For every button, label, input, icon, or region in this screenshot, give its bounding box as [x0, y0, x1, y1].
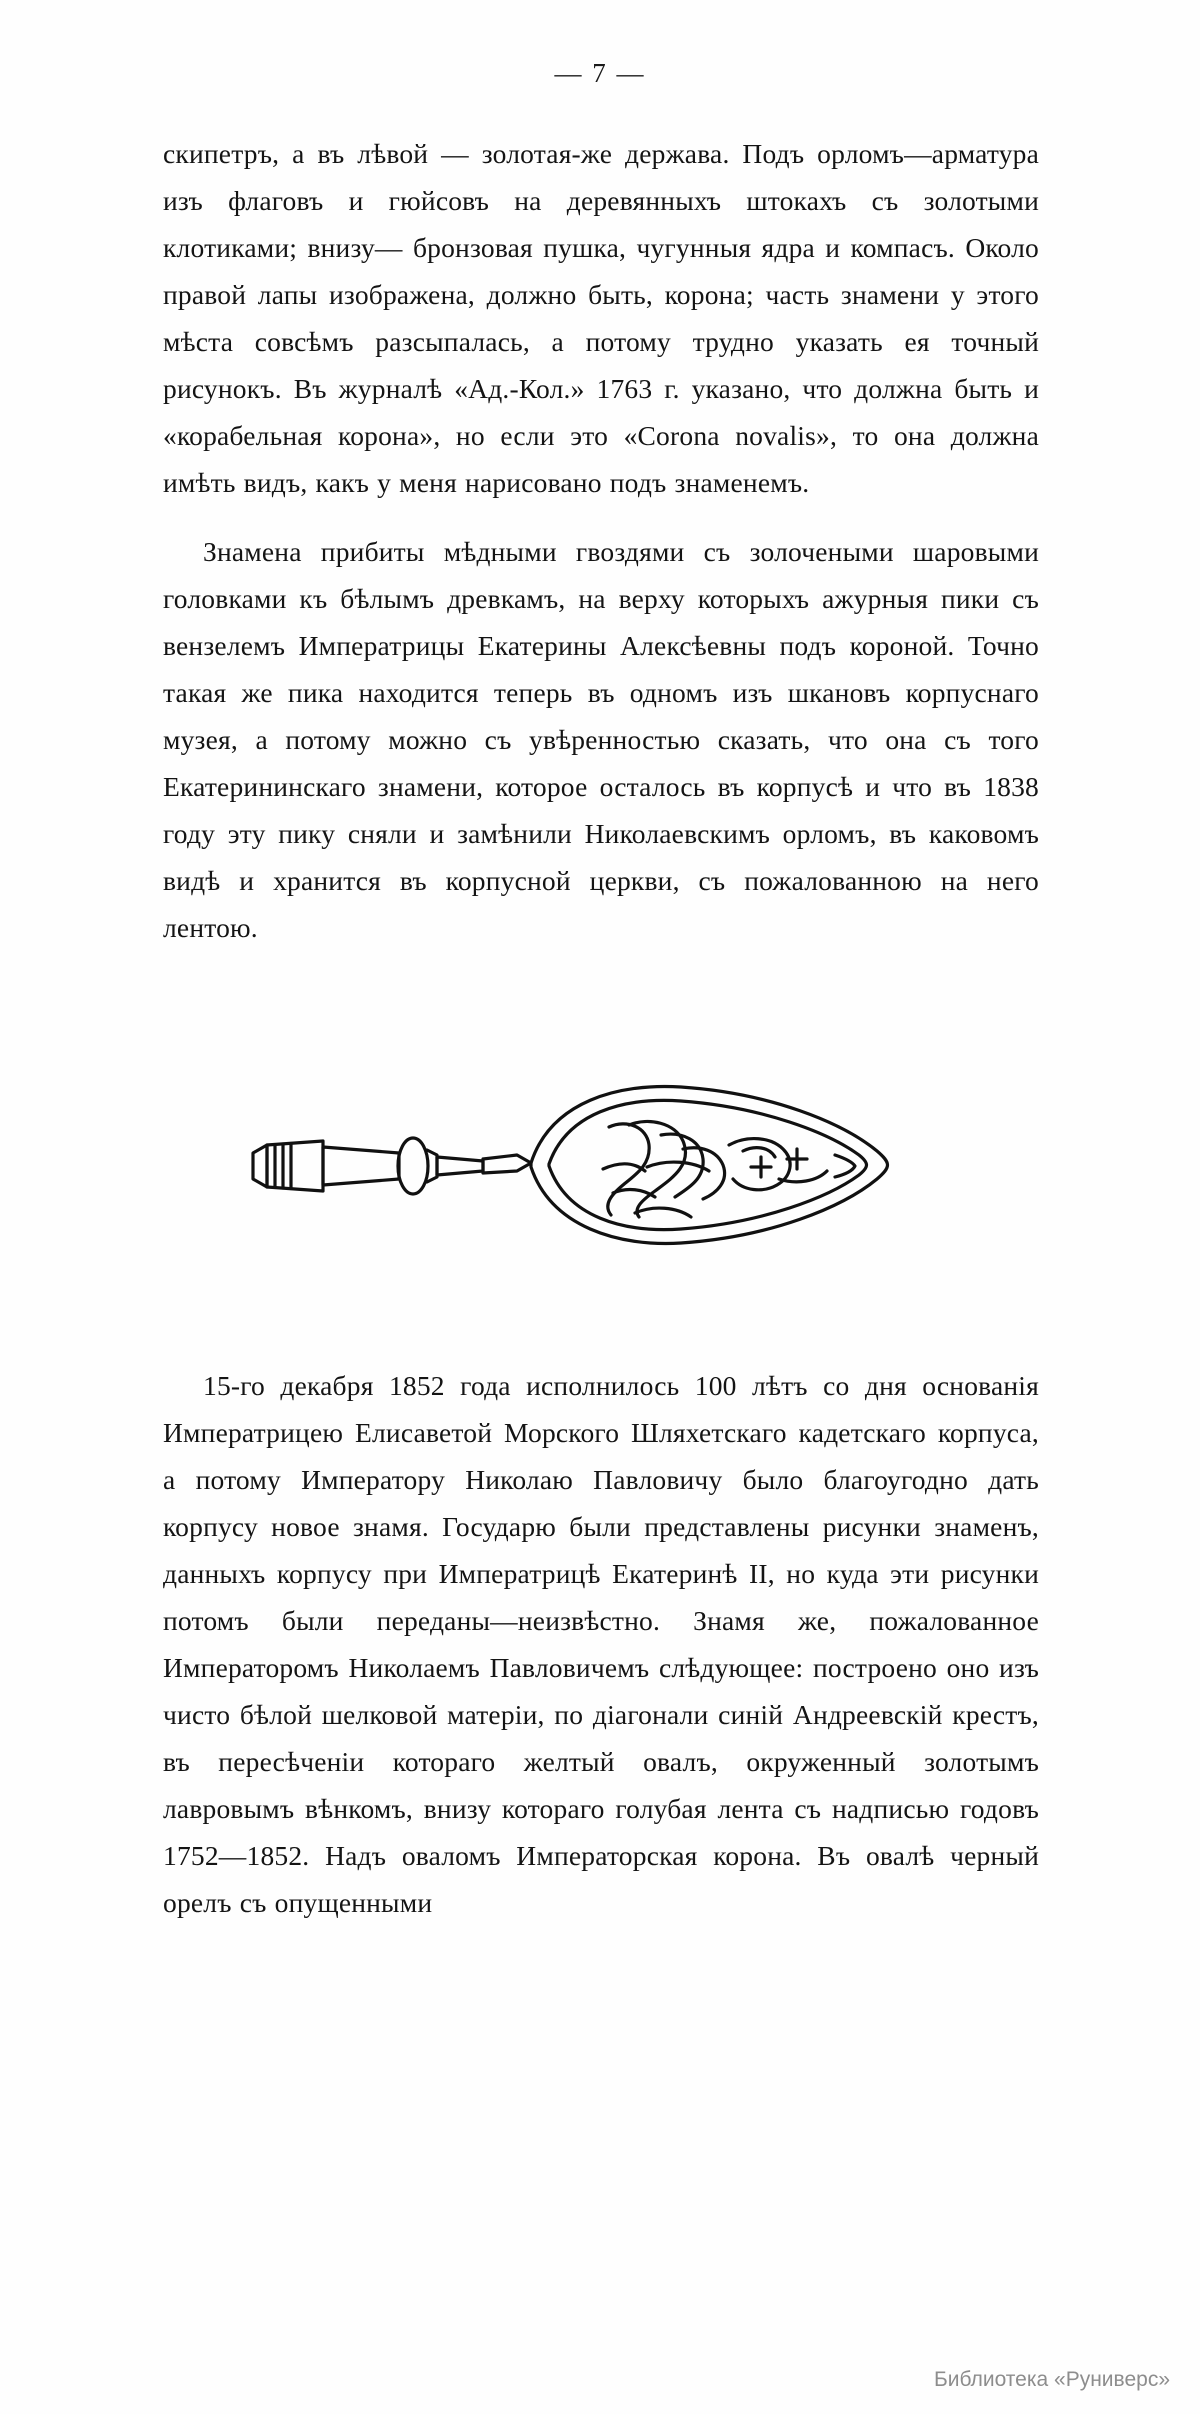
pike-finial-illustration [231, 1075, 971, 1290]
text-block-upper [163, 130, 1039, 951]
figure-pike-finial [163, 1075, 1039, 1315]
page-number: — 7 — [554, 58, 646, 88]
paragraph-2: Знамена прибиты мѣдными гвоздями съ золочеными шаровыми головками къ бѣлымъ древкамъ, на верху которыхъ ажурныя пики съ вензелемъ Императрицы Екатерины Алексѣевны подъ короной. Точно такая же пика находится теперь въ одномъ изъ шкановъ корпуснаго музея, а потому можно съ увѣренностью сказать, что она съ того Екатерининскаго знамени, которое осталось въ корпусѣ и что въ 1838 году эту пику сняли и замѣнили Николаевскимъ орломъ, въ каковомъ видѣ и хранится въ корпусной церкви, съ пожалованною на него лентою. [163, 536, 1039, 943]
paragraph-3: 15-го декабря 1852 года исполнилось 100 лѣтъ со дня основанія Императрицею Елисаветой Морского Шляхетскаго кадетскаго корпуса, а потому Императору Николаю Павловичу было благоугодно дать корпусу новое знамя. Государю были представлены рисунки знаменъ, данныхъ корпусу при Императрицѣ Екатеринѣ II, но куда эти рисунки потомъ были переданы—неизвѣстно. Знамя же, пожалованное Императоромъ Николаемъ Павловичемъ слѣдующее: построено оно изъ чисто бѣлой шелковой матеріи, по діагонали синій Андреевскій крестъ, въ пересѣченіи котораго желтый овалъ, окруженный золотымъ лавровымъ вѣнкомъ, внизу котораго голубая лента съ надписью годовъ 1752—1852. Надъ оваломъ Императорская корона. Въ овалѣ черный орелъ съ опущенными [163, 1370, 1039, 1918]
paragraph-1: скипетръ, а въ лѣвой — золотая-же держава. Подъ орломъ—арматура изъ флаговъ и гюйсовъ на деревянныхъ штокахъ съ золотыми клотиками; внизу— бронзовая пушка, чугунныя ядра и компасъ. Около правой лапы изображена, должно быть, корона; часть знамени у этого мѣста совсѣмъ разсыпалась, а потому трудно указать ея точный рисунокъ. Въ журналѣ «Ад.-Кол.» 1763 г. указано, что должна быть и «корабельная корона», но если это «Corona novalis», то она должна имѣть видъ, какъ у меня нарисовано подъ знаменемъ. [163, 138, 1039, 498]
footer-credit: Библиотека «Руниверс» [934, 2368, 1170, 2391]
text-block-lower [163, 1362, 1039, 1926]
